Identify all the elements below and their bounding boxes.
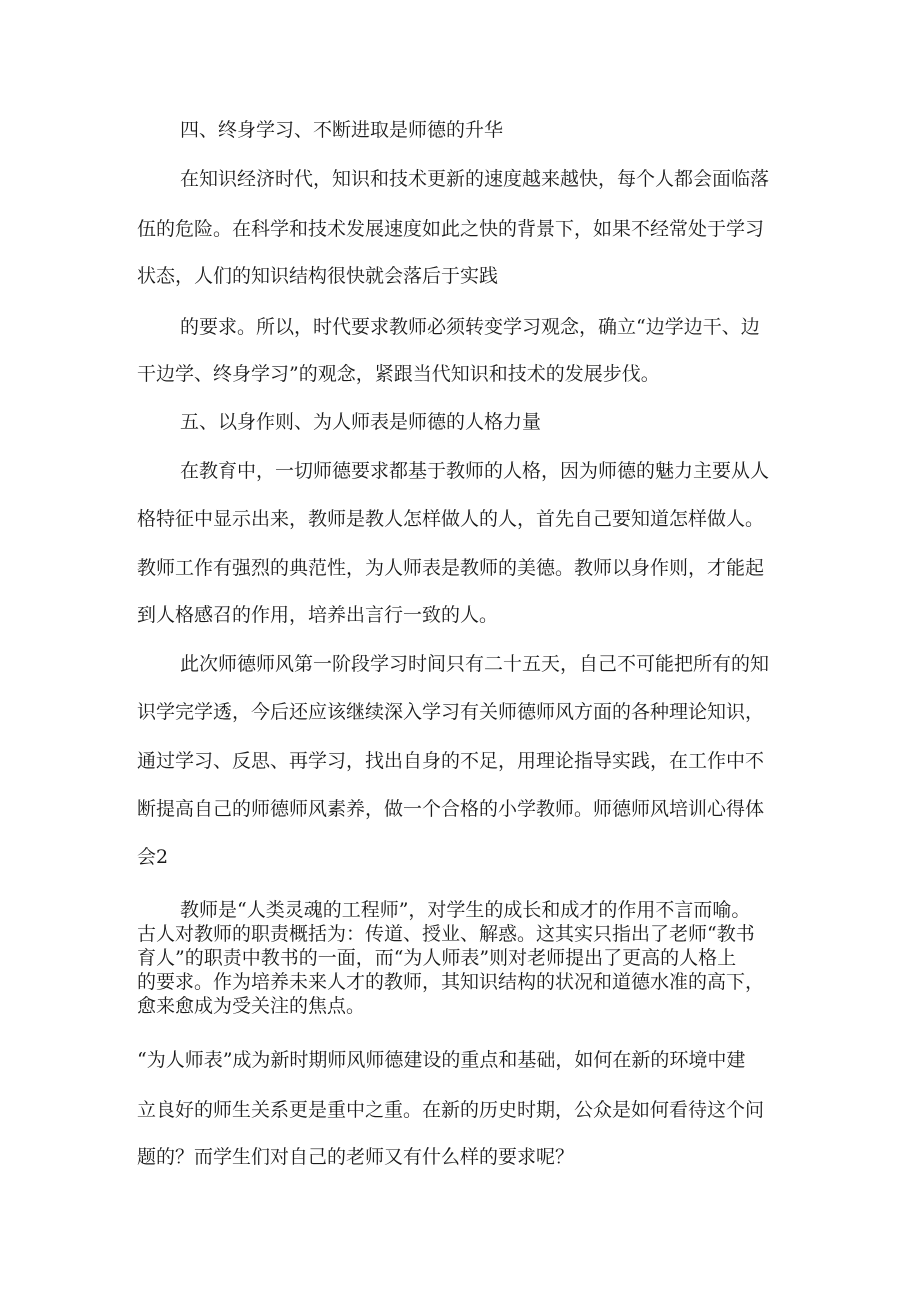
paragraph-line: 干边学、终身学习”的观念，紧跟当代知识和技术的发展步伐。 [137, 363, 660, 385]
paragraph-line: 教师是“人类灵魂的工程师”，对学生的成长和成才的作用不言而喻。 [180, 899, 751, 921]
section-4-heading: 四、终身学习、不断进取是师德的升华 [180, 119, 504, 141]
paragraph-line: 在教育中，一切师德要求都基于教师的人格，因为师德的魅力主要从人 [180, 460, 770, 482]
section-5-heading: 五、以身作则、为人师表是师德的人格力量 [180, 411, 542, 433]
paragraph-line: 通过学习、反思、再学习，找出自身的不足，用理论指导实践，在工作中不 [137, 750, 765, 772]
paragraph-line: 愈来愈成为受关注的焦点。 [137, 995, 366, 1017]
paragraph-line: 此次师德师风第一阶段学习时间只有二十五天，自己不可能把所有的知 [180, 653, 770, 675]
paragraph-line: 教师工作有强烈的典范性，为人师表是教师的美德。教师以身作则，才能起 [137, 557, 765, 579]
paragraph-line: 古人对教师的职责概括为：传道、授业、解惑。这其实只指出了老师“教书 [137, 923, 755, 945]
paragraph-line: 题的？而学生们对自己的老师又有什么样的要求呢？ [137, 1146, 575, 1168]
paragraph-line: 断提高自己的师德师风素养，做一个合格的小学教师。师德师风培训心得体 [137, 798, 765, 820]
paragraph-line: 伍的危险。在科学和技术发展速度如此之快的背景下，如果不经常处于学习 [137, 218, 765, 240]
paragraph-line: 在知识经济时代，知识和技术更新的速度越来越快，每个人都会面临落 [180, 168, 770, 190]
paragraph-line: 状态，人们的知识结构很快就会落后于实践 [137, 265, 499, 287]
paragraph-line: 育人”的职责中教书的一面，而“为人师表”则对老师提出了更高的人格上 [137, 947, 737, 969]
paragraph-line: 到人格感召的作用，培养出言行一致的人。 [137, 604, 499, 626]
paragraph-line: “为人师表”成为新时期师风师德建设的重点和基础，如何在新的环境中建 [137, 1049, 746, 1071]
essay-2-intro-paragraph [137, 898, 797, 1018]
paragraph-line: 的要求。所以，时代要求教师必须转变学习观念，确立“边学边干、边 [180, 316, 760, 338]
paragraph-line: 识学完学透，今后还应该继续深入学习有关师德师风方面的各种理论知识， [137, 701, 765, 723]
paragraph-line: 的要求。作为培养未来人才的教师，其知识结构的状况和道德水准的高下， [137, 971, 765, 993]
paragraph-line: 会2 [137, 846, 169, 868]
paragraph-line: 格特征中显示出来，教师是教人怎样做人的人，首先自己要知道怎样做人。 [137, 508, 765, 530]
paragraph-line: 立良好的师生关系更是重中之重。在新的历史时期，公众是如何看待这个问 [137, 1099, 765, 1121]
